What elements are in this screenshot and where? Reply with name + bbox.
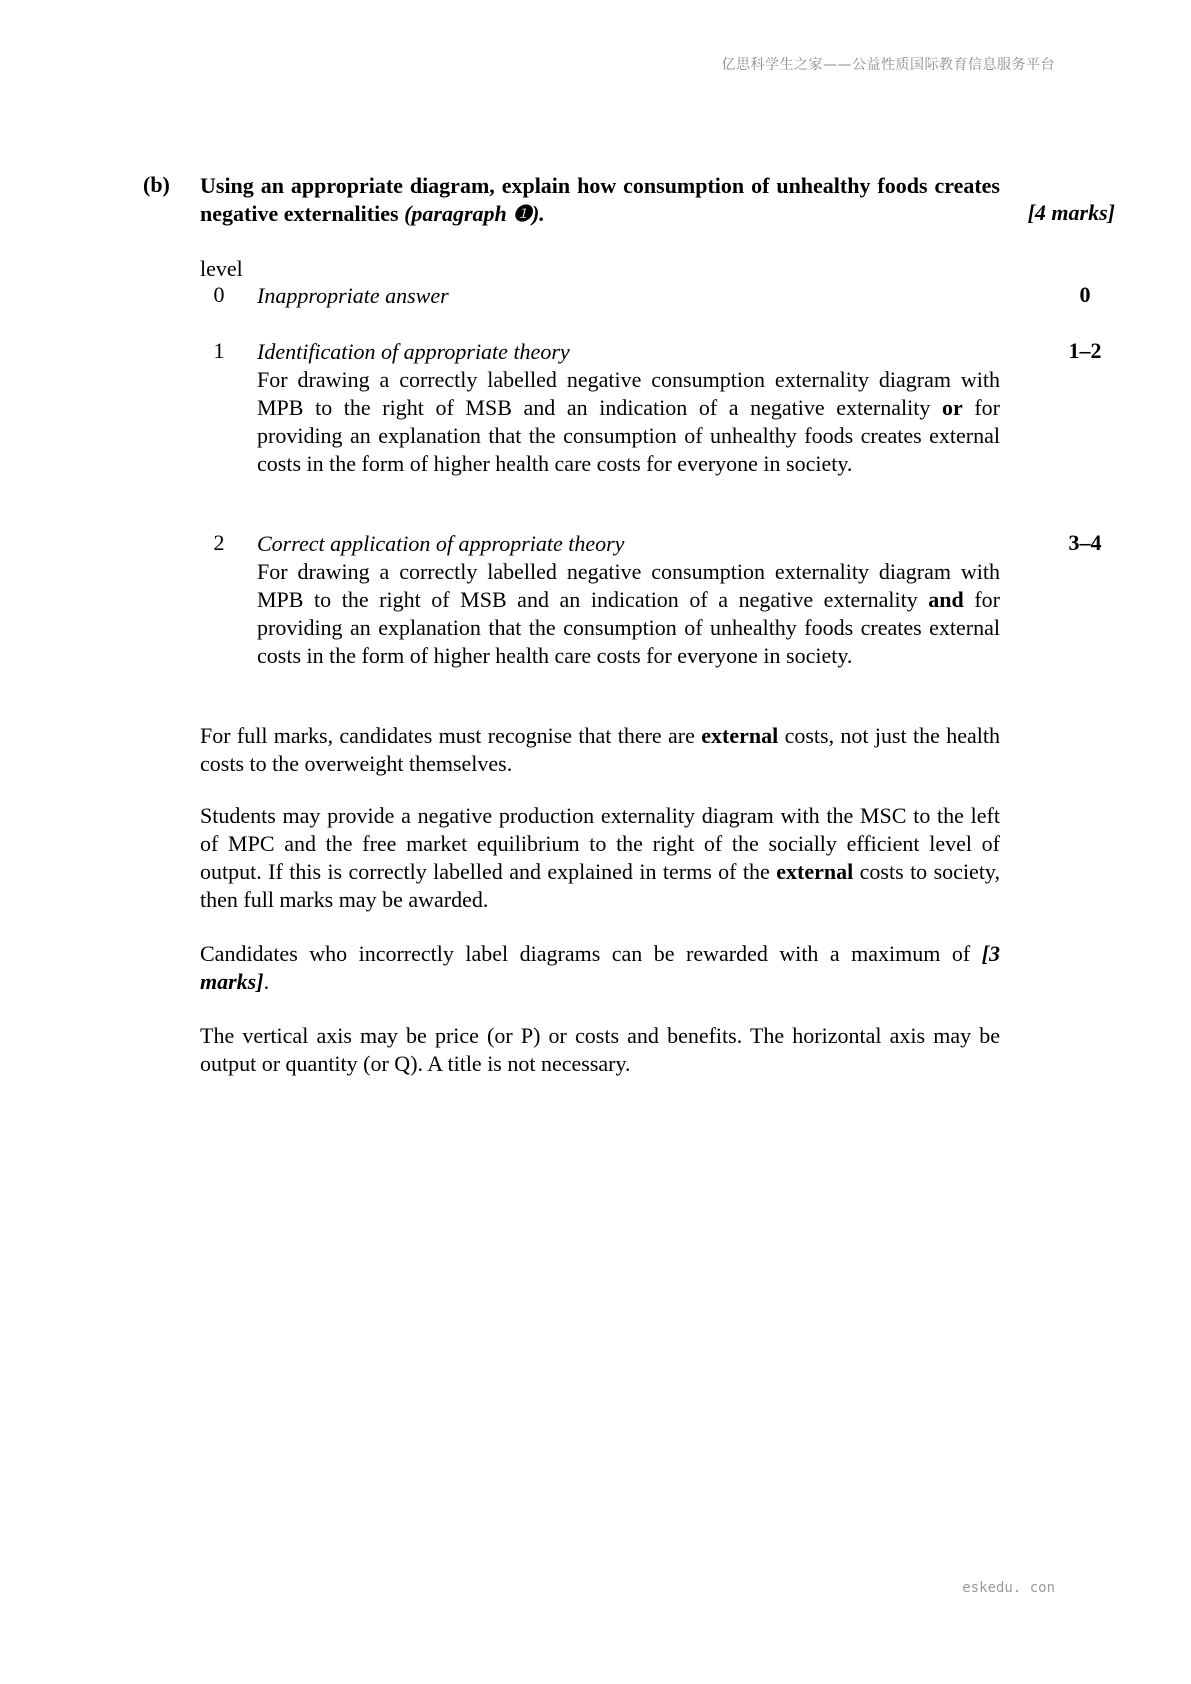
header-watermark: 亿思科学生之家——公益性质国际教育信息服务平台 [721,57,1055,73]
level-number: 0 [213,282,225,307]
note-axes: The vertical axis may be price (or P) or costs and benefits. The horizontal axis may be output or quantity (or Q). A title is not necessary. [200,1023,1000,1076]
level-desc-a: For drawing a correctly labelled negative consumption externality diagram with MPB to the right of MSB and an indication of a negative externality [257,559,1000,612]
level-body [257,338,1000,478]
level-description [257,366,1000,478]
level-desc-b: for providing an explanation that the consumption of unhealthy foods creates external costs in the form of higher health care costs for everyone in society. [257,587,1000,668]
level-marks: 1–2 [1068,338,1102,363]
note-full-marks [200,722,1000,778]
question-label: (b) [143,172,170,197]
question-main: Using an appropriate diagram, explain how consumption of unhealthy foods creates negative externalities [200,173,1000,226]
level-desc-b: for providing an explanation that the consumption of unhealthy foods creates external costs in the form of higher health care costs for everyone in society. [257,395,1000,476]
note-emphasis: [3 marks] [200,941,1000,994]
level-body [257,530,1000,670]
level-marks: 0 [1079,282,1091,307]
level-desc-conj: or [941,395,963,420]
note-text: Candidates who incorrectly label diagrams can be rewarded with a maximum of [200,941,982,966]
question-marks: [4 marks] [1027,200,1115,225]
note-text: costs, not just the health costs to the overweight themselves. [200,723,1000,776]
question-reference: (paragraph ❶). [404,201,545,226]
note-text: For full marks, candidates must recognise that there are [200,723,702,748]
level-title: Correct application of appropriate theory [257,531,625,556]
note-emphasis: external [701,723,779,748]
level-title: Inappropriate answer [257,283,449,308]
level-title: Identification of appropriate theory [257,339,570,364]
note-text: . [263,969,270,994]
level-body [257,282,1000,310]
note-emphasis: external [776,859,854,884]
note-incorrect-labels [200,940,1000,996]
level-number: 2 [213,530,225,555]
level-marks: 3–4 [1068,530,1102,555]
levels-header: level [200,256,243,281]
level-number: 1 [213,338,225,363]
level-description [257,558,1000,670]
footer-site: eskedu. con [962,1580,1055,1596]
note-text: costs to society, then full marks may be awarded. [200,859,1000,912]
level-desc-a: For drawing a correctly labelled negative consumption externality diagram with MPB to the right of MSB and an indication of a negative externality [257,367,1000,420]
note-text: Students may provide a negative production externality diagram with the MSC to the left of MPC and the free market equilibrium to the right of the socially efficient level of output. If this is correctly labelled and explained in terms of the [200,803,1000,884]
question-text [200,172,1000,228]
level-desc-conj: and [928,587,964,612]
note-production-diagram [200,802,1000,914]
